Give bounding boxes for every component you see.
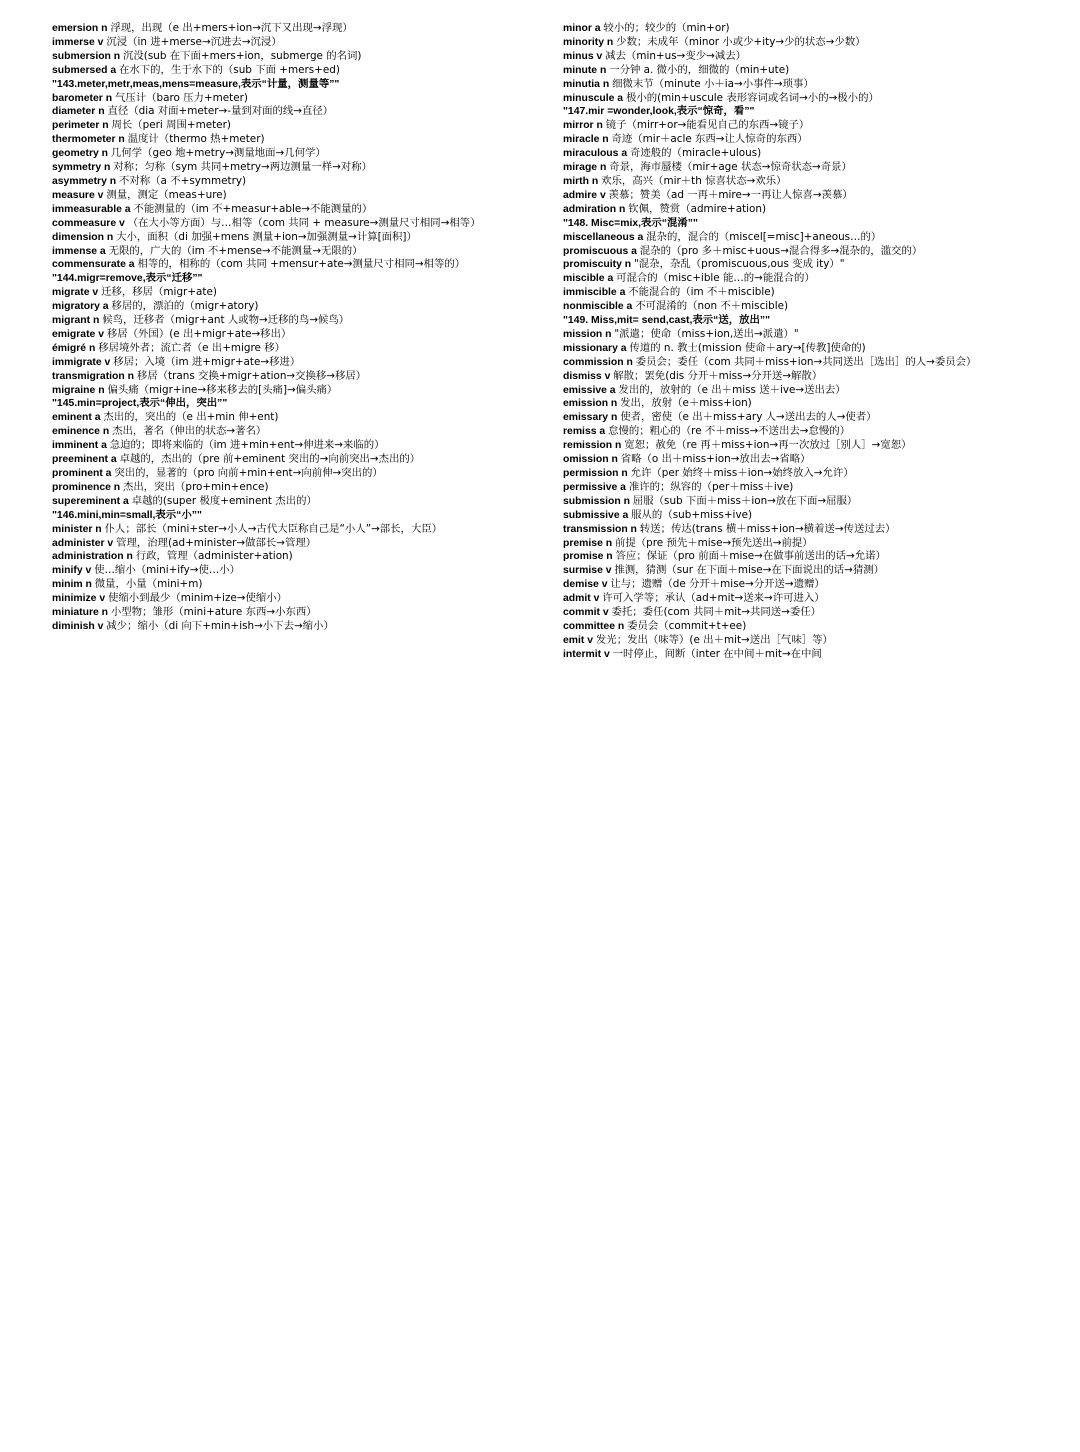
word-entry (52, 92, 525, 106)
word-entry (52, 342, 525, 356)
word-entry (563, 203, 1036, 217)
headword: minuscule a (563, 92, 626, 104)
word-entry (563, 64, 1036, 78)
definition: 迁移，移居（migr+ate) (101, 286, 217, 299)
headword: omission n (563, 454, 621, 466)
word-entry (563, 523, 1036, 537)
word-entry (52, 231, 525, 245)
headword: "148. Misc=mix,表示“混淆”" (563, 217, 698, 229)
definition: 沉浸（in 进+merse→沉进去→沉浸） (106, 35, 282, 48)
definition: 羡慕；赞美（ad 一再＋mire→一再让人惊喜→羡慕） (608, 188, 853, 201)
definition: 气压计（baro 压力+meter) (114, 91, 248, 104)
definition: 使者，密使（e 出＋miss+ary 人→送出去的人→使者） (620, 411, 877, 424)
headword: submissive a (563, 509, 632, 521)
word-entry (52, 300, 525, 314)
definition: "派遣；使命（miss+ion,送出→派遣）" (614, 327, 799, 340)
headword: admire v (563, 189, 609, 201)
headword: "146.mini,min=small,表示“小”" (52, 509, 202, 521)
definition: 测量，测定（meas+ure) (106, 188, 227, 201)
headword: emissive a (563, 384, 619, 396)
word-entry (52, 64, 525, 78)
word-entry (563, 92, 1036, 106)
word-entry (52, 105, 525, 119)
word-entry (563, 189, 1036, 203)
definition: 大小，面积（di 加强+mens 测量+ion→加强测量→计算[面积]） (116, 230, 417, 243)
word-entry (52, 481, 525, 495)
definition: "混杂，杂乱（promiscuous,ous 变成 ity）" (634, 258, 845, 271)
definition: 委员会；委任（com 共同＋miss+ion→共同送出［选出］的人→委员会） (635, 355, 977, 368)
definition: 准许的；纵容的（per＋miss＋ive) (628, 480, 794, 493)
headword: emission n (563, 398, 621, 410)
headword: prominence n (52, 481, 124, 493)
headword: minutia n (563, 78, 613, 90)
headword: commensurate a (52, 259, 138, 271)
headword: "147.mir =wonder,look,表示“惊奇，看”" (563, 106, 755, 118)
word-entry (563, 119, 1036, 133)
word-entry (563, 397, 1036, 411)
definition: 小型物；雏形（mini+ature 东西→小东西） (110, 606, 317, 619)
word-entry (52, 328, 525, 342)
definition: 怠慢的；粗心的（re 不＋miss→不送出去→怠慢的） (608, 425, 851, 438)
headword: admit v (563, 593, 603, 605)
definition: 沉没(sub 在下面+mers+ion，submerge 的名词) (123, 49, 362, 62)
headword: eminence n (52, 426, 113, 438)
definition: 奇迹（mir＋acle 东西→让人惊奇的东西） (611, 133, 808, 146)
definition: 解散；罢免(dis 分开＋miss→分开送→解散） (613, 369, 823, 382)
word-entry (52, 564, 525, 578)
headword: mirth n (563, 175, 602, 187)
headword: barometer n (52, 92, 115, 104)
headword: emigrate v (52, 328, 107, 340)
headword: diminish v (52, 620, 107, 632)
word-entry (563, 620, 1036, 634)
headword: nonmiscible a (563, 301, 636, 313)
headword: minify v (52, 565, 95, 577)
headword: minute n (563, 64, 610, 76)
headword: geometry n (52, 148, 111, 160)
word-entry (52, 161, 525, 175)
headword: administration n (52, 551, 136, 563)
headword: mission n (563, 328, 615, 340)
word-entry (563, 286, 1036, 300)
definition: 在水下的，生于水下的（sub 下面 +mers+ed) (119, 63, 340, 76)
headword: immense a (52, 245, 109, 257)
definition: 细微末节（minute 小＋ia→小事件→琐事） (612, 77, 814, 90)
headword: miraculous a (563, 148, 630, 160)
word-entry (563, 36, 1036, 50)
definition: 混杂的，混合的（miscel[=misc]+aneous…的） (646, 230, 882, 243)
headword: émigré n (52, 342, 99, 354)
headword: promiscuity n (563, 259, 635, 271)
headword: commit v (563, 607, 612, 619)
definition: 移居境外者；流亡者（e 出+migre 移） (98, 341, 286, 354)
headword: asymmetry n (52, 175, 119, 187)
word-entry (563, 495, 1036, 509)
definition: 行政，管理（administer+ation) (135, 550, 293, 563)
definition: 省略（o 出＋miss+ion→放出去→省略） (620, 453, 811, 466)
word-entry (563, 300, 1036, 314)
headword: premise n (563, 537, 615, 549)
definition: 突出的，显著的（pro 向前+min+ent→向前伸→突出的） (114, 467, 383, 479)
headword: migratory a (52, 301, 112, 313)
word-entry (563, 592, 1036, 606)
word-entry (563, 634, 1036, 648)
headword: minister n (52, 523, 105, 535)
definition: 许可入学等；承认（ad+mit→送来→许可进入） (602, 592, 825, 605)
definition: 移居的，漂泊的（migr+atory) (111, 300, 259, 313)
word-entry (52, 606, 525, 620)
word-entry (563, 245, 1036, 259)
word-entry (563, 606, 1036, 620)
definition: 奇景，海市蜃楼（mir+age 状态→惊奇状态→奇景） (609, 161, 852, 174)
word-entry (52, 592, 525, 606)
definition: 委员会（commit+t+ee) (627, 619, 747, 632)
headword: diameter n (52, 106, 108, 118)
word-entry (563, 453, 1036, 467)
word-entry (563, 537, 1036, 551)
word-entry (563, 550, 1036, 564)
word-entry (563, 467, 1036, 481)
word-entry (52, 550, 525, 564)
headword: minim n (52, 579, 95, 591)
definition: 移居（外国）(e 出+migr+ate→移出） (106, 327, 292, 340)
word-entry (52, 453, 525, 467)
headword: intermit v (563, 648, 613, 660)
headword: transmigration n (52, 370, 137, 382)
headword: remission n (563, 440, 625, 452)
word-entry (52, 133, 525, 147)
definition: 发出，放射（e＋miss+ion) (620, 397, 752, 410)
word-entry (563, 258, 1036, 272)
definition: 减少；缩小（di 向下+min+ish→小下去→缩小） (106, 619, 334, 632)
section-heading (563, 105, 1036, 119)
definition: 直径（dia 对面+meter→-量到对面的线→直径） (107, 105, 334, 118)
definition: 推测，猜测（sur 在下面＋mise→在下面说出的话→猜测） (614, 564, 885, 577)
definition: 不能测量的（im 不+measur+able→不能测量的） (133, 202, 373, 215)
definition: 移居；入境（im 进+migr+ate→移进） (113, 355, 301, 368)
headword: eminent a (52, 412, 104, 424)
word-entry (52, 578, 525, 592)
definition: 使缩小到最少（minim+ize→使缩小） (108, 592, 288, 605)
word-entry (52, 356, 525, 370)
headword: miracle n (563, 134, 612, 146)
definition: 管理，治理(ad+minister→做部长→管理） (116, 536, 317, 549)
headword: immerse v (52, 36, 107, 48)
headword: demise v (563, 579, 611, 591)
word-entry (563, 564, 1036, 578)
definition: 宽恕；赦免（re 再＋miss+ion→再一次放过［别人］→宽恕） (624, 439, 912, 452)
headword: administer v (52, 537, 117, 549)
word-entry (52, 245, 525, 259)
word-entry (52, 425, 525, 439)
word-entry (52, 119, 525, 133)
word-entry (52, 175, 525, 189)
headword: miscible a (563, 273, 617, 285)
headword: permission n (563, 468, 631, 479)
definition: 杰出的，突出的（e 出+min 伸+ent) (103, 411, 279, 424)
definition: 相等的，相称的（com 共同 +mensur+ate→测量尺寸相同→相等的） (137, 258, 466, 271)
word-entry (563, 342, 1036, 356)
definition: 转送；传达(trans 横＋miss+ion→横着送→传送过去） (639, 522, 896, 535)
word-entry (52, 314, 525, 328)
headword: immigrate v (52, 356, 114, 368)
word-entry (563, 22, 1036, 36)
section-heading (52, 272, 525, 286)
headword: supereminent a (52, 495, 132, 507)
word-entry (52, 439, 525, 453)
word-entry (563, 439, 1036, 453)
word-entry (563, 356, 1036, 370)
definition: 急迫的；即将来临的（im 进+min+ent→伸进来→来临的） (109, 439, 385, 452)
word-entry (563, 147, 1036, 161)
headword: symmetry n (52, 162, 114, 174)
headword: "149. Miss,mit= send,cast,表示“送，放出”" (563, 315, 771, 327)
word-entry (563, 411, 1036, 425)
definition: 服从的（sub+miss+ive) (631, 508, 753, 521)
word-entry (563, 578, 1036, 592)
word-entry (52, 203, 525, 217)
headword: minority n (563, 36, 617, 48)
word-entry (52, 467, 525, 481)
headword: emit v (563, 634, 596, 646)
word-entry (52, 22, 525, 36)
definition: 不对称（a 不+symmetry) (119, 174, 247, 187)
definition: 较小的；较少的（min+or) (603, 22, 730, 34)
headword: perimeter n (52, 120, 112, 132)
definition: 卓越的(super 极度+eminent 杰出的） (131, 494, 317, 507)
headword: promiscuous a (563, 245, 640, 257)
word-entry (563, 50, 1036, 64)
headword: emissary n (563, 412, 621, 424)
word-entry (563, 78, 1036, 92)
headword: immeasurable a (52, 203, 134, 215)
word-entry (52, 286, 525, 300)
word-entry (563, 509, 1036, 523)
word-entry (563, 133, 1036, 147)
word-entry (563, 231, 1036, 245)
section-heading (563, 217, 1036, 231)
definition: 允许（per 始终＋miss＋ion→始终放入→允许） (630, 467, 854, 479)
definition: 答应；保证（pro 前面＋mise→在做事前送出的话→允诺） (615, 550, 886, 563)
definition: 不能混合的（im 不＋miscible) (628, 286, 775, 299)
word-entry (563, 648, 1036, 662)
headword: measure v (52, 189, 107, 201)
headword: migrant n (52, 315, 103, 327)
headword: dismiss v (563, 370, 614, 382)
headword: admiration n (563, 203, 629, 215)
definition: 混杂的（pro 多＋misc+uous→混合得多→混杂的，滥交的） (639, 244, 923, 257)
definition: 无限的，广大的（im 不+mense→不能测量→无限的） (108, 244, 363, 257)
headword: mirror n (563, 120, 606, 132)
headword: migrate v (52, 287, 102, 299)
definition: 对称；匀称（sym 共同+metry→两边测量一样→对称） (113, 161, 372, 174)
definition: 委托；委任(com 共同＋mit→共同送→委任） (611, 606, 822, 619)
definition: 一时停止，间断（inter 在中间＋mit→在中间 (612, 647, 822, 660)
definition: 奇迹般的（miracle+ulous) (630, 147, 762, 160)
word-entry (52, 189, 525, 203)
section-heading (52, 509, 525, 523)
headword: permissive a (563, 481, 629, 493)
definition: 少数；未成年（minor 小或少+ity→少的状态→少数） (616, 35, 866, 48)
definition: 不可混淆的（non 不＋miscible) (635, 300, 789, 313)
headword: committee n (563, 620, 628, 632)
headword: migraine n (52, 384, 108, 396)
headword: missionary a (563, 342, 630, 354)
left-column (52, 22, 525, 1452)
headword: submersed a (52, 64, 119, 76)
definition: 镜子（mirr+or→能看见自己的东西→镜子） (605, 119, 810, 132)
word-entry (563, 272, 1036, 286)
section-heading (52, 78, 525, 92)
definition: 卓越的，杰出的（pre 前+eminent 突出的→向前突出→杰出的） (119, 453, 421, 466)
word-entry (52, 258, 525, 272)
word-entry (563, 161, 1036, 175)
section-heading (563, 314, 1036, 328)
definition: 仆人；部长（mini+ster→小人→古代大臣称自己是“小人”→部长，大臣） (104, 522, 443, 535)
definition: 发出的，放射的（e 出＋miss 送＋ive→送出去） (618, 383, 846, 396)
section-heading (52, 397, 525, 411)
headword: submission n (563, 495, 633, 507)
definition: 减去（min+us→变少→减去） (605, 49, 746, 62)
headword: miscellaneous a (563, 231, 647, 243)
definition: 让与；遗赠（de 分开＋mise→分开送→遗赠） (610, 578, 825, 591)
word-entry (52, 384, 525, 398)
headword: dimension n (52, 231, 117, 243)
headword: immiscible a (563, 287, 629, 299)
definition: （在大小等方面）与…相等（com 共同 + measure→测量尺寸相同→相等） (127, 216, 481, 229)
word-entry (52, 370, 525, 384)
word-entry (52, 217, 525, 231)
definition: 浮现，出现（e 出+mers+ion→沉下又出现→浮现） (110, 22, 353, 34)
word-entry (52, 36, 525, 50)
headword: miniature n (52, 607, 111, 619)
definition: 温度计（thermo 热+meter) (127, 133, 265, 146)
word-entry (563, 384, 1036, 398)
headword: minimize v (52, 593, 109, 605)
headword: "145.min=project,表示“伸出，突出”" (52, 398, 228, 410)
headword: "144.migr=remove,表示“迁移”" (52, 273, 203, 285)
definition: 移居（trans 交换+migr+ation→交换移→移居） (136, 369, 367, 382)
headword: preeminent a (52, 454, 120, 466)
definition: 杰出，著名（伸出的状态→著名） (112, 425, 267, 438)
headword: mirage n (563, 162, 610, 174)
definition: 欢乐，高兴（mir＋th 惊喜状态→欢乐） (601, 174, 787, 187)
headword: commeasure v (52, 217, 128, 229)
definition: 屈服（sub 下面＋miss＋ion→放在下面→屈服） (632, 494, 858, 507)
word-entry (563, 481, 1036, 495)
word-entry (52, 411, 525, 425)
word-entry (52, 147, 525, 161)
right-column (563, 22, 1036, 1452)
headword: submersion n (52, 50, 124, 62)
headword: "143.meter,metr,meas,mens=measure,表示“计量，测量等”" (52, 78, 340, 90)
definition: 几何学（geo 地+metry→测量地面→几何学） (110, 147, 326, 160)
word-entry (52, 537, 525, 551)
headword: remiss a (563, 426, 609, 438)
definition: 使…缩小（mini+ify→使…小） (94, 564, 241, 577)
definition: 极小的(min+uscule 表形容词或名词→小的→极小的） (625, 91, 879, 104)
definition: 杰出，突出（pro+min+ence) (123, 480, 269, 493)
headword: promise n (563, 551, 616, 563)
word-entry (52, 620, 525, 634)
definition: 钦佩，赞赏（admire+ation) (628, 202, 767, 215)
headword: transmission n (563, 523, 640, 535)
word-entry (52, 50, 525, 64)
definition: 可混合的（misc+ible 能…的→能混合的） (616, 272, 815, 285)
definition: 偏头痛（migr+ine→移来移去的[头痛]→偏头痛） (107, 383, 338, 396)
word-entry (563, 328, 1036, 342)
definition: 候鸟，迁移者（migr+ant 人或物→迁移的鸟→候鸟） (102, 314, 350, 327)
headword: emersion n (52, 23, 111, 34)
headword: commission n (563, 356, 636, 368)
word-entry (563, 370, 1036, 384)
definition: 一分钟 a. 微小的，细微的（min+ute) (609, 63, 790, 76)
word-entry (52, 523, 525, 537)
word-entry (52, 495, 525, 509)
word-entry (563, 425, 1036, 439)
word-entry (563, 175, 1036, 189)
headword: surmise v (563, 565, 615, 577)
definition: 前提（pre 预先＋mise→预先送出→前提） (614, 536, 813, 549)
headword: imminent a (52, 440, 110, 452)
headword: minus v (563, 50, 606, 62)
headword: minor a (563, 23, 604, 34)
definition: 微量，小量（mini+m) (94, 578, 203, 591)
definition: 发光；发出（味等）(e 出＋mit→送出［气味］等） (595, 633, 833, 646)
headword: prominent a (52, 468, 115, 479)
definition: 周长（peri 周围+meter) (111, 119, 231, 132)
definition: 传道的 n. 教士(mission 使命＋ary→[传教]使命的) (629, 341, 866, 354)
headword: thermometer n (52, 134, 128, 146)
